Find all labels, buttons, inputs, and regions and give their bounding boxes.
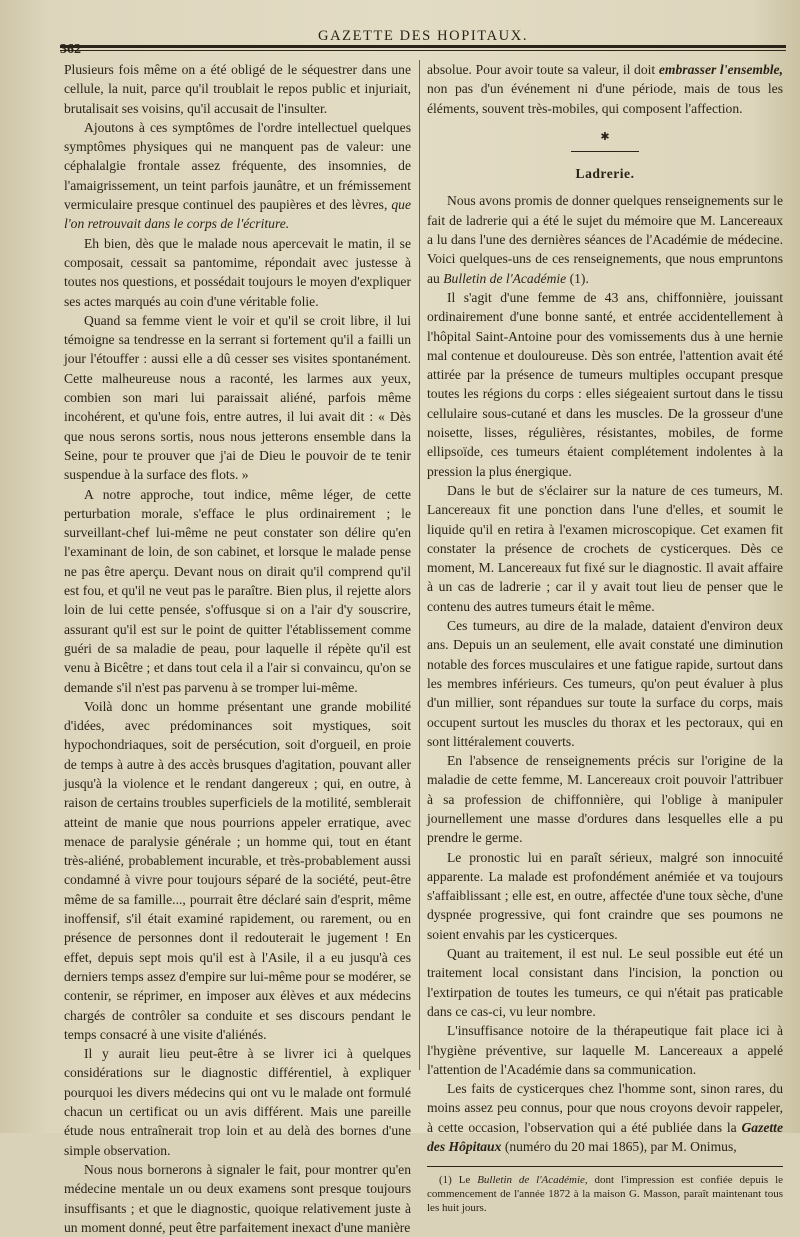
paragraph: Nous nous bornerons à signaler le fait, pour montrer qu'en médecine mentale un ou deux examens sont presque toujours insuffisants ; et que le diagnostic, quoique relativement juste à un moment donné, peut être parfaitement inexact d'une manière — [64, 1161, 411, 1235]
paragraph: Dans le but de s'éclairer sur la nature de ces tumeurs, M. Lancereaux fit une ponction dans l'une d'elles, et soumit le liquide qu'il en retira à l'examen microscopique. Cet examen fit constater la présence de crochets de cysticerques. Dès ce moment, M. Lancereaux fut fixé sur le diagnostic. Il avait affaire à un cas de ladrerie ; car il y avait tout lieu de penser que le contenu des autres tumeurs était le même. — [427, 482, 783, 614]
paragraph: Plusieurs fois même on a été obligé de le séquestrer dans une cellule, la nuit, parce qu'il troublait le repos public et injuriait, brutalisait ses voisins, qu'il accusait de l'insulter. — [64, 62, 411, 116]
right-column — [427, 60, 783, 1215]
paragraph: L'insuffisance notoire de la thérapeutique fait place ici à l'hygiène préventive, sur laquelle M. Lancereaux a appelé l'attention de l'Académie dans sa communication. — [427, 1023, 783, 1077]
paragraph: Quand sa femme vient le voir et qu'il se croit libre, il lui témoigne sa tendresse en la serrant si fortement qu'il a failli un jour l'étouffer : aussi elle a dû cesser ses visites spontanément. Cette malheureuse nous a raconté, les larmes aux yeux, combien son mari lui paraissait aliéné, parfois même incohérent, et qu'une fois, entre autres, il lui avait dit : « Dès que nous serons sortis, nous nous jetterons ensemble dans la Seine, pour te prouver que j'ai de Dieu le pouvoir de te tenir suspendue à la surface des flots. » — [64, 312, 411, 483]
paragraph: A notre approche, tout indice, même léger, de cette perturbation morale, s'efface le plus ordinairement ; le surveillant-chef lui-même ne peut constater son délire qu'en l'examinant de loin, de son cabinet, et lorsque le malade pense ne pas être aperçu. Devant nous on dirait qu'il comprend qu'il est fou, et qu'il ne veut pas le paraître. Bien plus, il rejette alors loin de lui cette pensée, s'offusque si on a l'air d'y souscrire, assurant qu'il est sur le point de quitter l'établissement comme guéri de sa maladie de peau, pour laquelle il répète qu'il est venu à Bicêtre ; et dans tout cela il a l'air si convaincu, qu'on se demande s'il n'est pas parvenu à se tromper lui-même. — [64, 486, 411, 695]
paragraph: Voilà donc un homme présentant une grande mobilité d'idées, avec prédominances soit mystiques, soit hypochondriaques, soit de persécution, soit d'orgueil, en proie de temps à autre à des accès brusques d'agitation, pouvant aller jusqu'à la violence et le rendant dangereux ; qui, en outre, à raison de certains troubles superficiels de la motilité, semblerait atteint de manie que nous pourrions appeler erratique, avec menace de paralysie générale ; un homme qui, tout en étant très-aliéné, probablement incurable, et très-probablement aussi condamné à vivre pour toujours séparé de la société, peut-être même de sa famille..., pourrait être déclaré sain d'esprit, même inoffensif, s'il était examiné rapidement, ou rarement, ou en présence de personnes dont il redouterait le jugement ! En effet, depuis sept mois qu'il est à l'Asile, il a eu jusqu'à ces derniers temps assez d'empire sur lui-même pour se modérer, se contenir, se réprimer, en imposer aux élèves et aux médecins chargés de contrôler sa conduite et ses discours pendant le temps consacré à une visite d'aliénés. — [64, 698, 411, 1042]
paragraph: Il s'agit d'une femme de 43 ans, chiffonnière, jouissant ordinairement d'une bonne santé, et entrée accidentellement à l'hôpital Saint-Antoine pour des vomissements dus à une hernie mal contenue et douloureuse. Dès son entrée, l'attention avait été attirée par la présence de tumeurs multiples occupant presque toutes les régions du corps : elles siégeaient surtout dans le tissu cellulaire sous-cutané et dans les muscles. De la grosseur d'une noisette, lisses, régulières, résistantes, mobiles, de forme ellipsoïde, ces tumeurs étaient complétement indolentes à la pression la plus énergique. — [427, 289, 783, 479]
left-column — [64, 60, 411, 1237]
column-divider — [419, 60, 420, 1070]
paragraph: Ces tumeurs, au dire de la malade, dataient d'environ deux ans. Depuis un an seulement, elle avait constaté une diminution notable des forces musculaires et une fatigue rapide, surtout dans les membres inférieurs. Ces tumeurs, qu'on peut évaluer à plus d'un millier, sont répandues sur toute la surface du corps, mais occupent surtout les muscles du thorax et les pectoraux, qui en sont littéralement couverts. — [427, 618, 783, 749]
section-rule — [571, 151, 639, 152]
italic-title: Gazette des Hôpitaux — [427, 1119, 783, 1155]
running-title: GAZETTE DES HOPITAUX. — [318, 28, 529, 44]
italic-title: Bulletin de l'Académie — [443, 270, 567, 286]
paragraph: absolue. Pour avoir toute sa valeur, il doit embrasser l'ensemble, non pas d'un événement ni d'une période, mais de tous les éléments, souvent très-mobiles, qui composent l'affection. — [427, 62, 783, 116]
italic-phrase: que l'on retrouvait dans le corps de l'écriture. — [64, 197, 411, 232]
page-number: 362 — [60, 42, 81, 57]
paragraph: Quant au traitement, il est nul. Le seul possible eut été un traitement local consistant dans l'incision, la ponction ou l'extirpation de toutes les tumeurs, ce qui n'était pas praticable dans ce cas-ci, vu leur nombre. — [427, 946, 783, 1019]
paragraph: Ajoutons à ces symptômes de l'ordre intellectuel quelques symptômes physiques qui ne manquent pas de valeur: une céphalalgie frontale assez fréquente, des insomnies, de l'amaigrissement, un teint parfois jaunâtre, et un frémissement vermiculaire presque continuel des paupières et des lèvres, que l'on retrouvait dans le corps de l'écriture. — [64, 119, 411, 232]
section-ornament: ✱ — [600, 130, 610, 143]
paragraph: Il y aurait lieu peut-être à se livrer ici à quelques considérations sur le diagnostic différentiel, à expliquer pourquoi les divers médecins qui ont vu le malade ont formulé chacun un certificat ou un avis différent. Mais une pareille étude nous entraînerait trop loin et au delà des bornes d'une simple observation. — [64, 1046, 411, 1158]
paragraph: Le pronostic lui en paraît sérieux, malgré son innocuité apparente. La malade est profondément anémiée et va toujours s'affaiblissant ; elle est, en outre, affectée d'une toux sèche, d'une dyspnée progressive, qui font craindre que ses poumons ne soient envahis par les cysticerques. — [427, 849, 783, 942]
emphasis-phrase: embrasser l'ensemble, — [658, 62, 783, 77]
paragraph: Nous avons promis de donner quelques renseignements sur le fait de ladrerie qui a été le sujet du mémoire que M. Lancereaux a lu dans l'une des dernières séances de l'Académie de médecine. Voici quelques-uns de ces renseignements, que nous empruntons au Bulletin de l'Académie (1). — [427, 193, 783, 286]
section-heading: Ladrerie. — [575, 166, 635, 182]
paragraph: Les faits de cysticerques chez l'homme sont, sinon rares, du moins assez peu connus, pour que nous croyons devoir rappeler, à cette occasion, l'observation qui a été publiée dans la Gazette des Hôpitaux (numéro du 20 mai 1865), par M. Onimus, — [427, 1081, 783, 1155]
footnote-rule — [427, 1166, 783, 1167]
header-rule — [60, 45, 786, 51]
footnote: (1) Le Bulletin de l'Académie, dont l'impression est confiée depuis le commencement de l'année 1872 à la maison G. Masson, paraît maintenant tous les huit jours. — [427, 1174, 784, 1215]
paragraph: Eh bien, dès que le malade nous apercevait le matin, il se composait, cessait sa pantomime, répondait avec justesse à toutes nos questions, et possédait toujours le moyen d'expliquer ses actes marqués au coin d'une véritable folie. — [64, 235, 411, 309]
paragraph: En l'absence de renseignements précis sur l'origine de la maladie de cette femme, M. Lancereaux croit pouvoir l'attribuer à sa profession de chiffonnière, qui l'oblige à manipuler journellement une masse d'ordures dans lesquelles elle a pu prendre le germe. — [427, 753, 783, 846]
